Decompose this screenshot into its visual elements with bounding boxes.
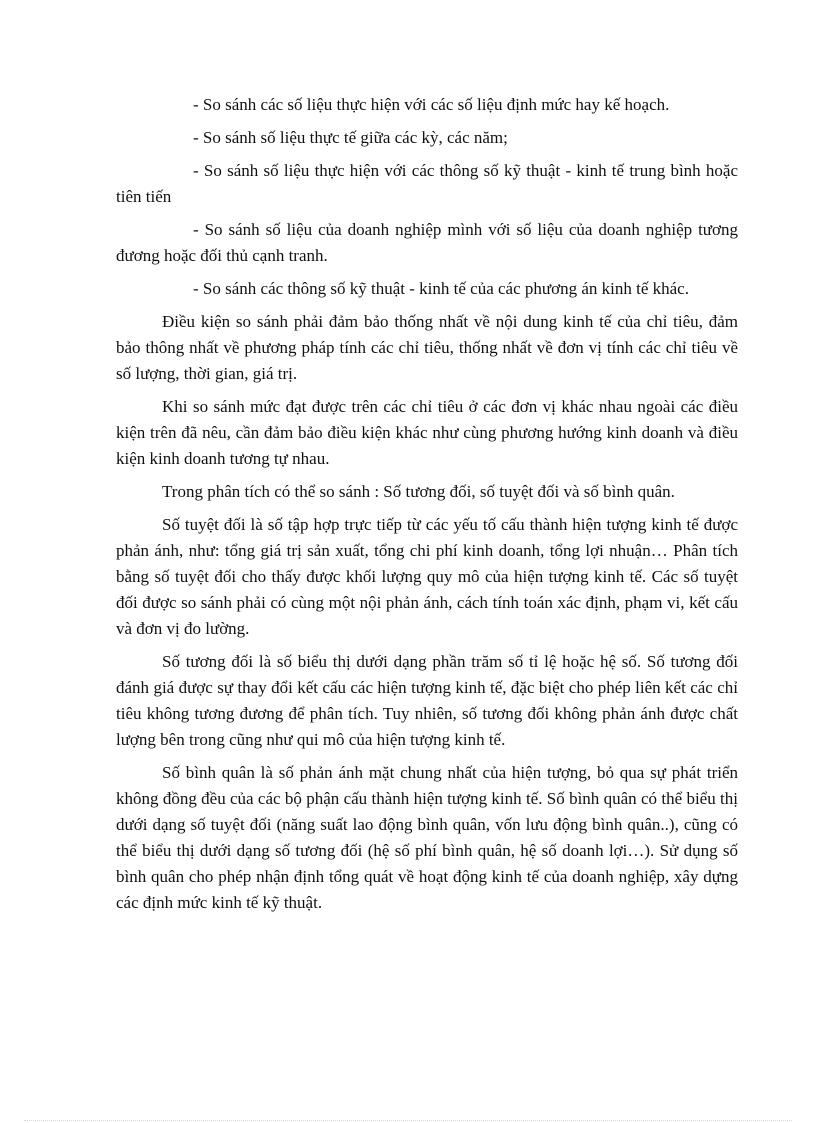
paragraph-absolute-numbers: Số tuyệt đối là số tập hợp trực tiếp từ các yếu tố cấu thành hiện tượng kinh tế được phản ánh, như: tổng giá trị sản xuất, tổng chi phí kinh doanh, tổng lợi nhuận… Phân tích bằng số tuyệt đối cho thấy được khối lượng quy mô của hiện tượng kinh tế. Các số tuyệt đối được so sánh phải có cùng một nội phản ánh, cách tính toán xác định, phạm vi, kết cấu và đơn vị đo lường. xyxy=(116,515,738,638)
bullet-item: - So sánh số liệu của doanh nghiệp mình với số liệu của doanh nghiệp tương đương hoặc đối thủ cạnh tranh. xyxy=(116,220,738,265)
document-body xyxy=(116,92,738,923)
paragraph-relative-numbers: Số tương đối là số biểu thị dưới dạng phần trăm số tỉ lệ hoặc hệ số. Số tương đối đánh giá được sự thay đổi kết cấu các hiện tượng kinh tế, đặc biệt cho phép liên kết các chỉ tiêu không tương đương để phân tích. Tuy nhiên, số tương đối không phản ánh được chất lượng bên trong cũng như qui mô của hiện tượng kinh tế. xyxy=(116,652,738,749)
bullet-item: - So sánh số liệu thực hiện với các thông số kỹ thuật - kinh tế trung bình hoặc tiên tiến xyxy=(116,161,738,206)
paragraph-different-units: Khi so sánh mức đạt được trên các chỉ tiêu ở các đơn vị khác nhau ngoài các điều kiện trên đã nêu, cần đảm bảo điều kiện khác như cùng phương hướng kinh doanh và điều kiện kinh doanh tương tự nhau. xyxy=(116,397,738,468)
bullet-item: - So sánh số liệu thực tế giữa các kỳ, các năm; xyxy=(193,128,508,147)
bullet-item: - So sánh các số liệu thực hiện với các số liệu định mức hay kế hoạch. xyxy=(193,95,670,114)
paragraph-comparison-conditions: Điều kiện so sánh phải đảm bảo thống nhất về nội dung kinh tế của chỉ tiêu, đảm bảo thông nhất về phương pháp tính các chỉ tiêu, thống nhất về đơn vị tính các chỉ tiêu về số lượng, thời gian, giá trị. xyxy=(116,312,738,383)
bullet-item: - So sánh các thông số kỹ thuật - kinh tế của các phương án kinh tế khác. xyxy=(193,279,689,298)
paragraph-average-numbers: Số bình quân là số phản ánh mặt chung nhất của hiện tượng, bỏ qua sự phát triển không đồng đều của các bộ phận cấu thành hiện tượng kinh tế. Số bình quân có thể biểu thị dưới dạng số tuyệt đối (năng suất lao động bình quân, vốn lưu động bình quân..), cũng có thể biểu thị dưới dạng số tương đối (hệ số phí bình quân, hệ số doanh lợi…). Sử dụng số bình quân cho phép nhận định tổng quát về hoạt động kinh tế của doanh nghiệp, xây dựng các định mức kinh tế kỹ thuật. xyxy=(116,763,738,912)
paragraph-comparison-types: Trong phân tích có thể so sánh : Số tương đối, số tuyệt đối và số bình quân. xyxy=(162,482,675,501)
page-bottom-divider xyxy=(24,1120,792,1121)
